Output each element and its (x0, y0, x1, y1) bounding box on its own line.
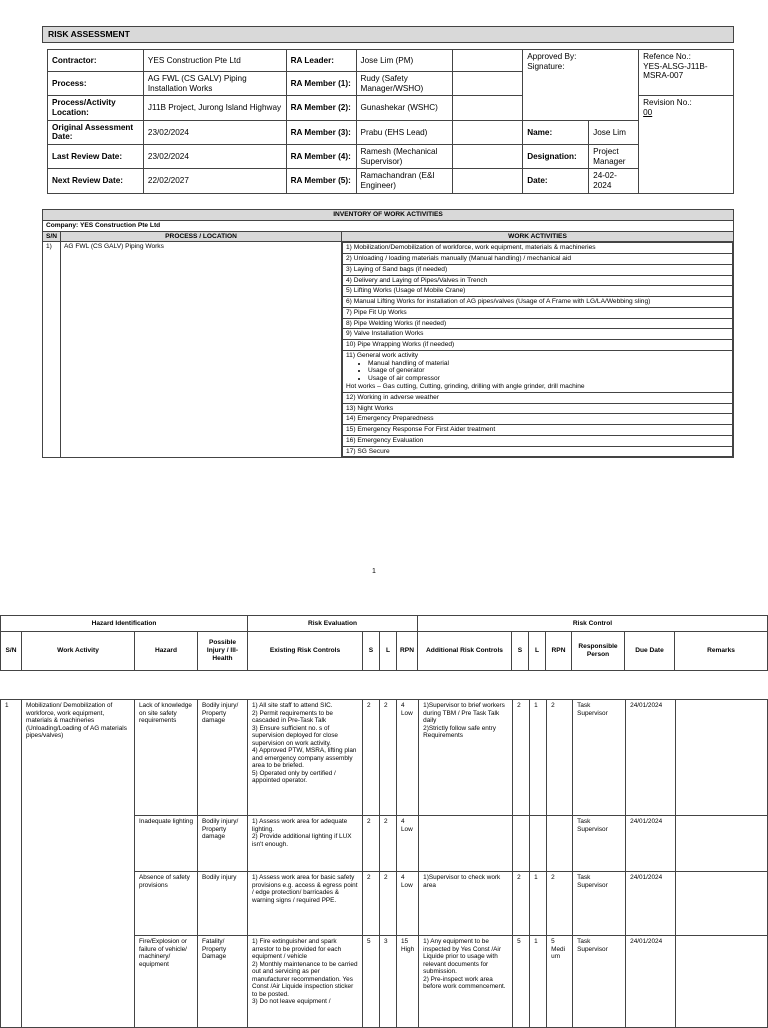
risk-evaluation-header: Risk Evaluation (248, 616, 418, 632)
inventory-row-process: AG FWL (CS GALV) Piping Works (61, 242, 342, 458)
location-value: J11B Project, Jurong Island Highway (143, 96, 286, 120)
activity-11-bullet: • Usage of air compressor (368, 375, 729, 383)
activity-item-11 (343, 350, 733, 392)
activity-11-bullet: • Usage of generator (368, 367, 729, 375)
hazard-cell: Inadequate lighting (135, 816, 198, 872)
col-l: L (380, 632, 397, 671)
revision-value: 00 (643, 108, 653, 118)
blank-cell (453, 96, 523, 120)
risk-header-table (0, 615, 768, 671)
col-rpn: RPN (397, 632, 418, 671)
work-activity-cell: Mobilization/ Demobilization of workforce, work equipment, materials & machineries (Unloading/Loading of AG materials pipes/valves) (22, 700, 135, 1028)
due-date-cell: 24/01/2024 (626, 872, 676, 936)
likelihood-cell: 3 (380, 936, 397, 1028)
severity-cell: 2 (363, 872, 380, 936)
activity-item: 8) Pipe Welding Works (if needed) (343, 318, 733, 329)
ra-member-4-label: RA Member (4): (286, 145, 356, 169)
activity-item: 4) Delivery and Laying of Pipes/Valves in Trench (343, 275, 733, 286)
injury-cell: Bodily injury (198, 872, 248, 936)
col-s: S (363, 632, 380, 671)
col-injury: Possible Injury / Ill-Health (198, 632, 248, 671)
residual-likelihood-cell: 1 (530, 872, 547, 936)
col-existing: Existing Risk Controls (248, 632, 363, 671)
col-activity: Work Activity (22, 632, 135, 671)
severity-cell: 5 (363, 936, 380, 1028)
residual-rpn-cell: 5 Medi um (547, 936, 573, 1028)
responsible-cell: Task Supervisor (573, 816, 626, 872)
col-s2: S (512, 632, 529, 671)
activity-row (343, 329, 733, 340)
injury-cell: Bodily injury/ Property damage (198, 816, 248, 872)
residual-likelihood-cell: 1 (530, 700, 547, 816)
existing-controls-cell: 1) All site staff to attend SIC. 2) Permit requirements to be cascaded in Pre-Task Talk 3) Ensure sufficient no. s of supervision deployed for close supervision on work activity. 4) Approved PTW, MSRA, lifting plan and emergency company assembly area to be briefed. 5) Operated only by certified / appointed operator. (248, 700, 363, 816)
col-remarks: Remarks (675, 632, 768, 671)
severity-cell: 2 (363, 816, 380, 872)
residual-likelihood-cell (530, 816, 547, 872)
col-responsible: Responsible Person (572, 632, 625, 671)
ra-member-4-value: Ramesh (Mechanical Supervisor) (356, 145, 453, 169)
activity-11-bullets (346, 360, 729, 383)
activity-row (343, 392, 733, 403)
hazard-identification-header: Hazard Identification (1, 616, 248, 632)
activity-row (343, 425, 733, 436)
hazard-cell: Lack of knowledge on site safety requirements (135, 700, 198, 816)
risk-sn-cell: 1 (1, 700, 22, 1028)
col-hazard: Hazard (135, 632, 198, 671)
activity-item: 7) Pipe Fit Up Works (343, 307, 733, 318)
revision-cell (639, 96, 734, 193)
contractor-label: Contractor: (48, 50, 144, 72)
activity-row (343, 254, 733, 265)
rpn-cell: 4 Low (397, 872, 419, 936)
residual-severity-cell: 5 (513, 936, 530, 1028)
activity-item: 6) Manual Lifting Works for installation of AG pipes/valves (Usage of A Frame with LG/LA/Webbing sling) (343, 297, 733, 308)
revision-label: Revision No.: (643, 98, 692, 108)
additional-controls-cell: 1)Supervisor to check work area (419, 872, 513, 936)
blank-cell (453, 120, 523, 144)
severity-cell: 2 (363, 700, 380, 816)
rpn-cell: 4 Low (397, 816, 419, 872)
col-rpn2: RPN (546, 632, 572, 671)
activity-item: 2) Unloading / loading materials manually (Manual handling) / mechanical aid (343, 254, 733, 265)
additional-controls-cell (419, 816, 513, 872)
activity-11-bullet: • Manual handling of material (368, 360, 729, 368)
designation-label: Designation: (523, 145, 589, 169)
residual-severity-cell: 2 (513, 872, 530, 936)
activity-item: 9) Valve Installation Works (343, 329, 733, 340)
next-review-label: Next Review Date: (48, 169, 144, 193)
rpn-cell: 15 High (397, 936, 419, 1028)
next-review-value: 22/02/2027 (143, 169, 286, 193)
remarks-cell (676, 700, 768, 816)
col-due: Due Date (625, 632, 675, 671)
activity-item: 16) Emergency Evaluation (343, 435, 733, 446)
activity-row (343, 243, 733, 254)
process-value: AG FWL (CS GALV) Piping Installation Works (143, 72, 286, 96)
injury-cell: Fatality/ Property Damage (198, 936, 248, 1028)
blank-cell (453, 145, 523, 169)
activity-row (343, 286, 733, 297)
ra-member-5-value: Ramachandran (E&I Engineer) (356, 169, 453, 193)
activities-cell (342, 242, 734, 458)
blank-cell (453, 50, 523, 72)
activity-11-tail: Hot works – Gas cutting, Cutting, grinding, drilling with angle grinder, drill machine (346, 383, 585, 391)
residual-severity-cell (513, 816, 530, 872)
col-additional: Additional Risk Controls (418, 632, 512, 671)
reference-cell (639, 50, 734, 96)
col-l2: L (529, 632, 546, 671)
activity-item: 12) Working in adverse weather (343, 392, 733, 403)
risk-assessment-title: RISK ASSESSMENT (42, 26, 734, 43)
process-label: Process: (48, 72, 144, 96)
blank-cell (453, 169, 523, 193)
risk-control-header: Risk Control (418, 616, 768, 632)
ra-member-3-value: Prabu (EHS Lead) (356, 120, 453, 144)
last-review-label: Last Review Date: (48, 145, 144, 169)
activity-item: 13) Night Works (343, 403, 733, 414)
remarks-cell (676, 816, 768, 872)
activities-list (343, 243, 733, 457)
residual-likelihood-cell: 1 (530, 936, 547, 1028)
inventory-company: Company: YES Construction Pte Ltd (43, 220, 734, 231)
ra-member-1-label: RA Member (1): (286, 72, 356, 96)
activity-row (343, 297, 733, 308)
due-date-cell: 24/01/2024 (626, 816, 676, 872)
inventory-sn-header: S/N (43, 231, 61, 242)
activity-row (343, 414, 733, 425)
due-date-cell: 24/01/2024 (626, 936, 676, 1028)
existing-controls-cell: 1) Assess work area for adequate lighting. 2) Provide additional lighting if LUX isn't enough. (248, 816, 363, 872)
activity-11-head: 11) General work activity (346, 351, 419, 359)
activity-item: 10) Pipe Wrapping Works (if needed) (343, 340, 733, 351)
existing-controls-cell: 1) Assess work area for basic safety provisions e.g. access & egress point / edge protection/ barricades & warning signs / required PPE. (248, 872, 363, 936)
inventory-activities-header: WORK ACTIVITIES (342, 231, 734, 242)
col-sn: S/N (1, 632, 22, 671)
likelihood-cell: 2 (380, 816, 397, 872)
activity-item: 3) Laying of Sand bags (if needed) (343, 264, 733, 275)
ra-member-2-value: Gunashekar (WSHC) (356, 96, 453, 120)
assessment-info-table (47, 49, 734, 194)
contractor-value: YES Construction Pte Ltd (143, 50, 286, 72)
page-number: 1 (372, 568, 376, 575)
residual-rpn-cell: 2 (547, 872, 573, 936)
location-label: Process/Activity Location: (48, 96, 144, 120)
approved-by: Approved By: Signature: (523, 50, 639, 121)
activity-item: 5) Lifting Works (Usage of Mobile Crane) (343, 286, 733, 297)
inventory-process-header: PROCESS / LOCATION (61, 231, 342, 242)
name-label: Name: (523, 120, 589, 144)
activity-item: 1) Mobilization/Demobilization of workforce, work equipment, materials & machineries (343, 243, 733, 254)
activity-row (343, 403, 733, 414)
activity-row (343, 264, 733, 275)
residual-severity-cell: 2 (513, 700, 530, 816)
activity-row (343, 446, 733, 457)
reference-label: Refence No.: (643, 52, 691, 61)
activity-item: 17) SG Secure (343, 446, 733, 457)
ra-member-2-label: RA Member (2): (286, 96, 356, 120)
risk-rows (1, 700, 768, 1028)
inventory-table (42, 209, 734, 458)
ra-member-1-value: Rudy (Safety Manager/WSHO) (356, 72, 453, 96)
rpn-cell: 4 Low (397, 700, 419, 816)
reference-value: YES-ALSG-J11B-MSRA-007 (643, 61, 708, 81)
remarks-cell (676, 872, 768, 936)
original-date-value: 23/02/2024 (143, 120, 286, 144)
ra-member-5-label: RA Member (5): (286, 169, 356, 193)
hazard-cell: Fire/Explosion or failure of vehicle/ machinery/ equipment (135, 936, 198, 1028)
ra-member-3-label: RA Member (3): (286, 120, 356, 144)
injury-cell: Bodily injury/ Property damage (198, 700, 248, 816)
activity-item: 14) Emergency Preparedness (343, 414, 733, 425)
activity-row (343, 435, 733, 446)
activity-row (343, 340, 733, 351)
due-date-cell: 24/01/2024 (626, 700, 676, 816)
hazard-cell: Absence of safety provisions (135, 872, 198, 936)
residual-rpn-cell (547, 816, 573, 872)
last-review-value: 23/02/2024 (143, 145, 286, 169)
blank-cell (453, 72, 523, 96)
risk-row (1, 700, 768, 816)
responsible-cell: Task Supervisor (573, 700, 626, 816)
residual-rpn-cell: 2 (547, 700, 573, 816)
remarks-cell (676, 936, 768, 1028)
likelihood-cell: 2 (380, 700, 397, 816)
responsible-cell: Task Supervisor (573, 872, 626, 936)
ra-leader-label: RA Leader: (286, 50, 356, 72)
original-date-label: Original Assessment Date: (48, 120, 144, 144)
responsible-cell: Task Supervisor (573, 936, 626, 1028)
activity-row (343, 350, 733, 392)
activity-row (343, 318, 733, 329)
activity-row (343, 307, 733, 318)
additional-controls-cell: 1) Any equipment to be inspected by Yes Const /Air Liquide prior to usage with relevant documents for submission. 2) Pre-inspect work area before work commencement. (419, 936, 513, 1028)
name-value: Jose Lim (589, 120, 639, 144)
date-value: 24-02-2024 (589, 169, 639, 193)
activity-item: 15) Emergency Response For First Aider treatment (343, 425, 733, 436)
additional-controls-cell: 1)Supervisor to brief workers during TBM / Pre Task Talk daily 2)Strictly follow safe entry Requirements (419, 700, 513, 816)
date-label: Date: (523, 169, 589, 193)
inventory-row-sn: 1) (43, 242, 61, 458)
ra-leader-value: Jose Lim (PM) (356, 50, 453, 72)
existing-controls-cell: 1) Fire extinguisher and spark arrestor to be provided for each equipment / vehicle 2) Monthly maintenance to be carried out and servicing as per manufacturer recommendation. Yes Const /Air Liquide inspection sticker to be posted. 3) Do not leave equipment / (248, 936, 363, 1028)
likelihood-cell: 2 (380, 872, 397, 936)
inventory-title: INVENTORY OF WORK ACTIVITIES (43, 210, 734, 221)
designation-value: Project Manager (589, 145, 639, 169)
activity-row (343, 275, 733, 286)
risk-body-table (0, 699, 768, 1028)
